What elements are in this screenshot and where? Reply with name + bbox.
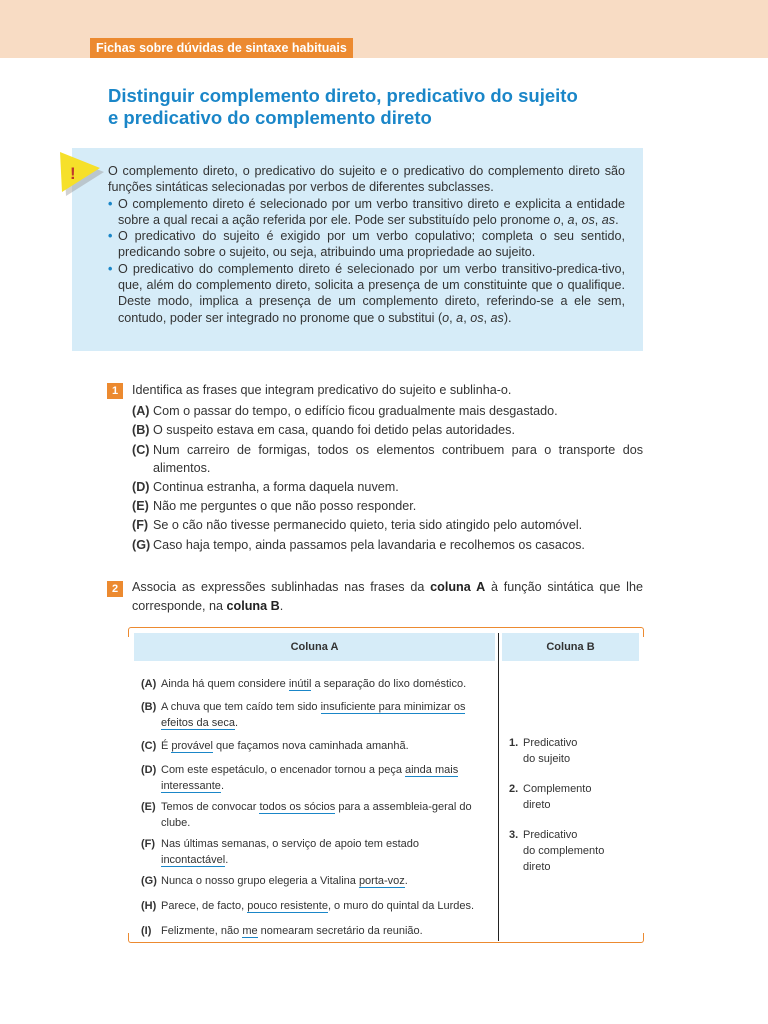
option-g: (G) Caso haja tempo, ainda passamos pela lavandaria e recolhemos os casacos.	[132, 537, 585, 552]
underlined-expression: porta-voz	[358, 875, 405, 887]
table-row-c: (C) É provável que façamos nova caminhada amanhã.	[141, 740, 409, 752]
table-row-g: (G) Nunca o nosso grupo elegeria a Vitalina porta-voz.	[141, 875, 408, 887]
table-row-d: (D) Com este espetáculo, o encenador tornou a peça ainda mais interessante.	[141, 764, 459, 792]
option-b: (B) O suspeito estava em casa, quando foi detido pelas autoridades.	[132, 423, 515, 438]
underlined-expression: ainda mais interessante	[161, 764, 459, 792]
table-row-i: (I) Felizmente, não me nomearam secretário da reunião.	[141, 925, 423, 937]
note-bullet-direct-object: • O complemento direto é selecionado por um verbo transitivo direto e explicita a entidade sobre a qual recai a ação referida por ele. Pode ser substituído pelo pronome o, a, os, as.	[108, 196, 625, 229]
question-2-number: 2	[107, 581, 123, 597]
underlined-expression: inútil	[288, 678, 312, 690]
function-2: 2. Complemento direto	[509, 783, 592, 811]
column-a-header: Coluna A	[134, 633, 495, 661]
question-2-prompt: Associa as expressões sublinhadas nas frases da coluna A à função sintática que lhe corresponde, na coluna B.	[132, 580, 643, 613]
underlined-expression: me	[242, 925, 258, 937]
note-bullet-object-predicative: • O predicativo do complemento direto é selecionado por um verbo transitivo-predica-tivo, que, além do complemento direto, solicita a presença de um constituinte que o qualifique. Deste modo, implica a presença de um complemento direto, referindo-se a ele sem, contudo, poder ser integrado no pronome que o substitui (o, a, os, as).	[108, 261, 625, 326]
table-row-e: (E) Temos de convocar todos os sócios para a assembleia-geral do clube.	[141, 801, 472, 829]
function-3: 3. Predicativo do complemento direto	[509, 829, 605, 873]
underlined-expression: todos os sócios	[259, 801, 336, 813]
option-a: (A) Com o passar do tempo, o edifício ficou gradualmente mais desgastado.	[132, 404, 558, 418]
underlined-expression: pouco resistente	[247, 900, 328, 912]
warning-glyph: !	[70, 164, 76, 183]
underlined-expression: provável	[171, 740, 213, 752]
question-1-number: 1	[107, 383, 123, 399]
title-line-2: e predicativo do complemento direto	[108, 107, 432, 128]
table-row-b: (B) A chuva que tem caído tem sido insuficiente para minimizar os efeitos da seca.	[141, 701, 466, 729]
page-title	[108, 85, 668, 129]
column-divider	[498, 633, 499, 941]
table-row-h: (H) Parece, de facto, pouco resistente, o muro do quintal da Lurdes.	[141, 900, 475, 912]
option-f: (F) Se o cão não tivesse permanecido quieto, teria sido atingido pelo automóvel.	[132, 518, 583, 533]
note-text	[108, 163, 625, 326]
question-1-options	[132, 402, 643, 555]
table-row-f: (F) Nas últimas semanas, o serviço de apoio tem estado incontactável.	[141, 838, 420, 866]
function-1: 1. Predicativo do sujeito	[509, 737, 578, 765]
note-bullet-subject-predicative: • O predicativo do sujeito é exigido por um verbo copulativo; completa o seu sentido, predicando sobre o sujeito, ou seja, atribuindo uma propriedade ao sujeito.	[108, 228, 625, 261]
note-intro: O complemento direto, o predicativo do sujeito e o predicativo do complemento direto são funções sintáticas selecionadas por verbos de diferentes subclasses.	[108, 164, 625, 195]
column-b-header: Coluna B	[502, 633, 639, 661]
option-c: (C) Num carreiro de formigas, todos os elementos contribuem para o transporte dos alimentos.	[132, 442, 643, 475]
underlined-expression: insuficiente para minimizar os efeitos da seca	[161, 701, 466, 729]
table-row-a: (A) Ainda há quem considere inútil a separação do lixo doméstico.	[141, 678, 467, 690]
underlined-expression: incontactável	[161, 854, 226, 866]
option-e: (E) Não me perguntes o que não posso responder.	[132, 499, 417, 514]
option-d: (D) Continua estranha, a forma daquela nuvem.	[132, 479, 399, 494]
warning-icon	[56, 150, 106, 198]
section-tag: Fichas sobre dúvidas de sintaxe habituais	[90, 38, 353, 58]
title-line-1: Distinguir complemento direto, predicativo do sujeito	[108, 85, 578, 106]
question-1-prompt: Identifica as frases que integram predicativo do sujeito e sublinha-o.	[132, 383, 512, 397]
